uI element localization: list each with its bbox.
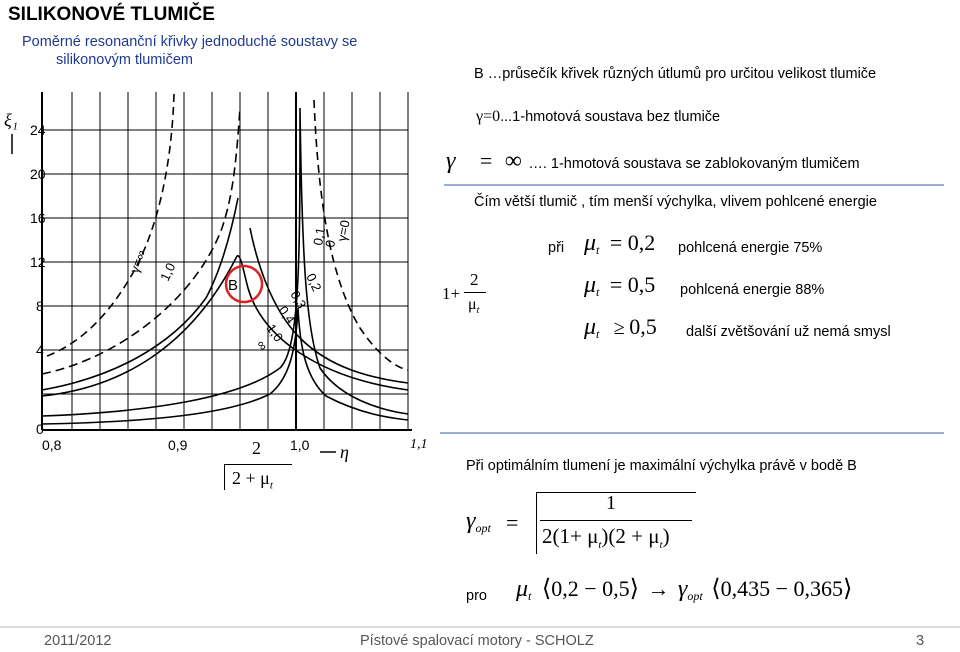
equals-sign: = (479, 148, 493, 173)
curve-label: 1,0 (263, 321, 287, 345)
gamma-opt-symbol: $\gamma_{opt}$ (466, 508, 491, 536)
gamma-symbol: γ (446, 148, 456, 174)
infinity-symbol: ∞ (504, 148, 522, 174)
curve-label: γ=∞ (126, 247, 149, 276)
eq1-text: pohlcená energie 75% (678, 240, 823, 256)
y-tick: 16 (30, 210, 46, 226)
curve-label: 0,4 (275, 303, 299, 327)
eq3-text: další zvětšování už nemá smysl (686, 324, 891, 340)
y-tick: 12 (30, 254, 46, 270)
gamma-opt-equals: = (506, 510, 519, 535)
footer-year: 2011/2012 (44, 633, 112, 649)
gamma-opt-numerator: 1 (606, 492, 616, 514)
eq3: $\mu_t \ge 0,5$ (584, 314, 657, 342)
divider (444, 184, 944, 186)
gamma-inf-text: …. 1-hmotová soustava se zablokovaným tlumičem (528, 156, 860, 172)
y-tick: 4 (36, 342, 44, 358)
gamma-inf-line (446, 148, 860, 175)
lower-radical (224, 464, 225, 490)
point-b-label: B (228, 277, 239, 294)
pro-label: pro (466, 588, 487, 604)
curve-label: 0,3 (287, 288, 310, 312)
pro-formula: $\mu_t$ ⟨0,2 − 0,5⟩ → $\gamma_{opt}$ ⟨0,435 − 0,365⟩ (516, 576, 853, 604)
eq2: $\mu_t = 0,5$ (584, 272, 656, 300)
x-axis-tick-labels (42, 437, 428, 453)
slide-subtitle-line1: Poměrné resonanční křivky jednoduché soustavy se (22, 34, 358, 50)
bigger-damper-text: Čím větší tlumič , tím menší výchylka, vlivem pohlcené energie (474, 194, 877, 210)
x-tick: 0,9 (168, 437, 188, 453)
gamma-opt-fraction-bar (540, 520, 692, 521)
gamma-opt-radical-top (536, 492, 696, 493)
slide-title: SILIKONOVÉ TLUMIČE (8, 4, 215, 25)
fraction-bar (464, 292, 486, 293)
eq2-text: pohlcená energie 88% (680, 282, 825, 298)
graph-curves (42, 94, 408, 424)
footer-page-number: 3 (916, 633, 925, 649)
divider-lower (440, 432, 944, 434)
y-tick: 24 (30, 122, 46, 138)
footer-course: Pístové spalovací motory - SCHOLZ (360, 633, 594, 649)
lower-fraction-denominator: $2 + \mu_t$ (232, 468, 273, 492)
pri-label: při (548, 240, 565, 256)
line-b-description: B …průsečík křivek různých útlumů pro určitou velikost tlumiče (474, 66, 877, 82)
x-tick: 0,8 (42, 437, 62, 453)
resonance-graph (0, 78, 440, 498)
y-tick: 8 (36, 298, 44, 314)
fraction-one-plus: 1+ (442, 284, 461, 303)
eq1: $\mu_t = 0,2$ (584, 230, 656, 258)
curve-label: 0,1 (310, 226, 329, 247)
gamma-opt-radical (536, 492, 537, 554)
gamma-opt-denominator: $2(1+ \mu_t)(2 + \mu_t)$ (542, 524, 670, 552)
x-axis-symbol: η (340, 442, 349, 462)
curve-label: ∞ (253, 337, 272, 354)
lower-fraction-bar (224, 464, 292, 465)
fraction-numerator: 2 (470, 270, 479, 289)
curve-label: 1,0 (157, 260, 179, 284)
y-axis-symbol: ξ₁ (4, 110, 18, 130)
lower-fraction-numerator: 2 (252, 438, 261, 458)
x-tick: 1,1 (410, 437, 428, 452)
gamma-zero-text: ...1-hmotová soustava bez tlumiče (500, 109, 721, 125)
y-tick: 0 (36, 421, 44, 437)
gamma-zero-math: γ=0 (476, 108, 501, 125)
gamma-zero-line (476, 108, 720, 126)
fraction-denominator: $\mu_t$ (468, 296, 480, 317)
curve-label: γ=0 (334, 218, 353, 243)
curve-label: 0,2 (303, 270, 325, 294)
footer-divider (0, 626, 960, 628)
optimal-text: Při optimálním tlumení je maximální výchylka právě v bodě B (466, 458, 857, 474)
slide-subtitle-line2: silikonovým tlumičem (56, 52, 193, 68)
curve-label: 0 (322, 238, 339, 249)
x-tick: 1,0 (290, 437, 310, 453)
y-tick: 20 (30, 166, 46, 182)
